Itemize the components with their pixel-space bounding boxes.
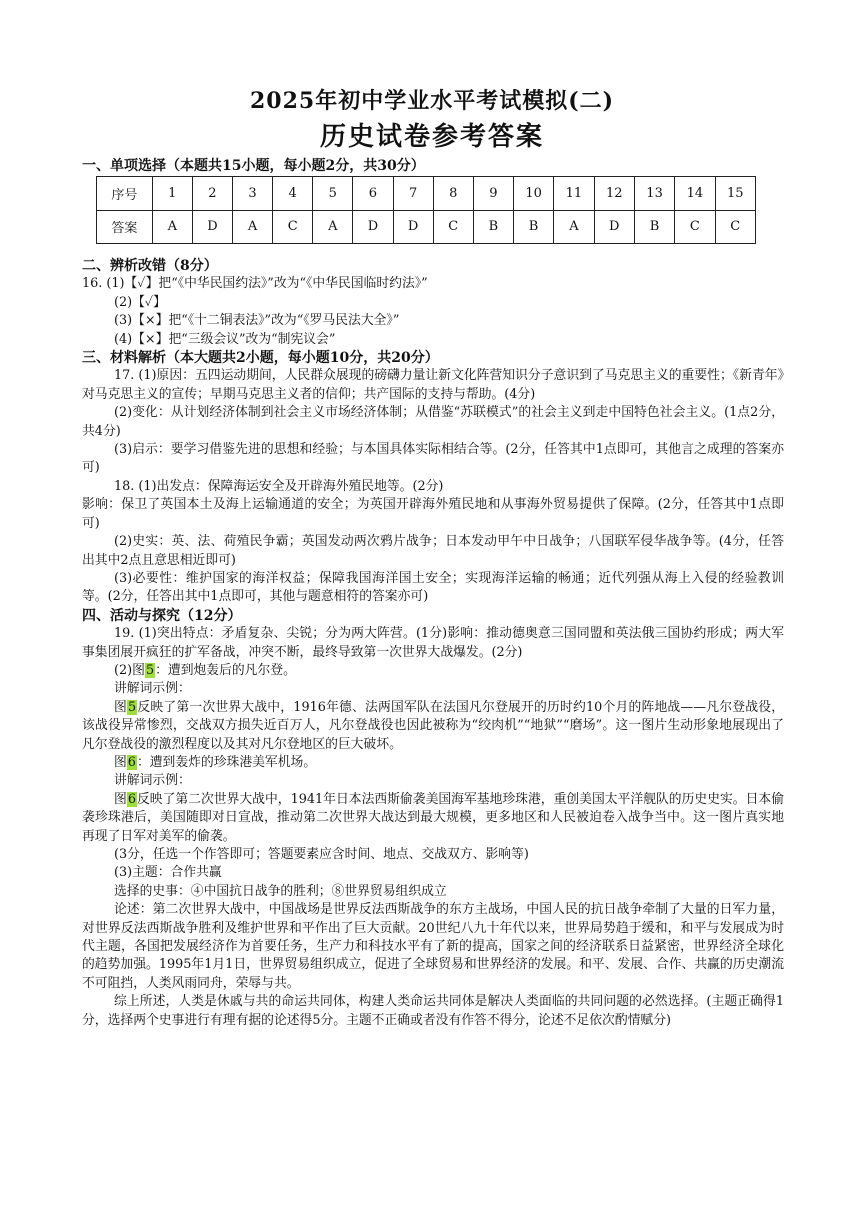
figure-prefix: 图 — [114, 699, 127, 715]
figure-prefix: (2)图 — [114, 662, 145, 678]
answer-table-number-row — [97, 177, 756, 211]
q16-line: (2)【✓】 — [114, 294, 166, 310]
answer-cell: B — [513, 210, 553, 244]
q17-part3: (3)启示：要学习借鉴先进的思想和经验；与本国具体实际相结合等。(2分，任答其中1点即可，其他言之成理的答案亦可) — [82, 442, 784, 476]
figure-caption: ：遭到轰炸的珍珠港美军机场。 — [136, 754, 317, 770]
section3-heading: 三、材料解析（本大题共2小题，每小题10分，共20分） — [82, 350, 439, 367]
q17-part2: (2)变化：从计划经济体制到社会主义市场经济体制；从借鉴“苏联模式”的社会主义到走中国特色社会主义。(1点2分，共4分) — [82, 405, 784, 439]
answer-cell: B — [634, 210, 674, 244]
q18-part1-impact: 影响：保卫了英国本土及海上运输通道的安全；为英国开辟海外殖民地和从事海外贸易提供了保障。(2分，任答其中1点即可) — [82, 497, 784, 531]
q17-part1: 17. (1)原因：五四运动期间，人民群众展现的磅礴力量让新文化阵营知识分子意识到了马克思主义的重要性；《新青年》对马克思主义的宣传；早期马克思主义者的信仰；共产国际的支持与帮助。(4分) — [82, 368, 784, 402]
speech-label: 讲解词示例： — [114, 773, 191, 789]
q19-part1: 19. (1)突出特点：矛盾复杂、尖锐；分为两大阵营。(1分)影响：推动德奥意三国同盟和英法俄三国协约形成；两大军事集团展开疯狂的扩军备战，冲突不断，最终导致第一次世界大战爆发。(2分) — [82, 626, 784, 660]
exam-title: 2025年初中学业水平考试模拟(二) — [249, 88, 615, 114]
answer-cell: D — [353, 210, 393, 244]
answer-cell: C — [675, 210, 715, 244]
figure-number-highlight: 5 — [145, 662, 155, 678]
figure-number-highlight: 6 — [127, 791, 136, 807]
q18-part1: 18. (1)出发点：保障海运安全及开辟海外殖民地等。(2分) — [114, 478, 444, 494]
question-number: 10 — [513, 177, 553, 211]
answer-row-label: 答案 — [97, 210, 153, 244]
question-number: 11 — [554, 177, 594, 211]
answer-cell: A — [152, 210, 192, 244]
figure6-caption-line — [82, 754, 784, 772]
q19-part2-figure5 — [82, 662, 784, 680]
answer-cell: D — [594, 210, 634, 244]
speech-figure6 — [82, 791, 784, 846]
question-number: 4 — [273, 177, 313, 211]
figure-number-highlight: 6 — [127, 754, 136, 770]
section2-heading: 二、辨析改错（8分） — [82, 258, 218, 274]
answer-cell: B — [473, 210, 513, 244]
speech-label: 讲解词示例： — [114, 681, 191, 697]
answer-cell: A — [554, 210, 594, 244]
question-number: 15 — [715, 177, 755, 211]
answer-cell: C — [433, 210, 473, 244]
q16-line: 16. (1)【✓】把“《中华民国约法》”改为“《中华民国临时约法》” — [82, 276, 428, 292]
section4-heading: 四、活动与探究（12分） — [82, 607, 242, 624]
figure-prefix: 图 — [114, 791, 127, 807]
q16-line: (3)【×】把“《十二铜表法》”改为“《罗马民法大全》” — [114, 313, 400, 329]
speech-figure5 — [82, 699, 784, 754]
question-number: 12 — [594, 177, 634, 211]
q18-part2: (2)史实：英、法、荷殖民争霸；英国发动两次鸦片战争；日本发动甲午中日战争；八国联军侵华战争等。(4分，任答出其中2点且意思相近即可) — [82, 534, 784, 568]
question-number: 8 — [433, 177, 473, 211]
question-number: 2 — [192, 177, 232, 211]
question-number: 1 — [152, 177, 192, 211]
answer-table-answer-row — [97, 210, 756, 244]
q19-part3: (3)主题：合作共赢 — [114, 865, 222, 881]
answer-cell: C — [715, 210, 755, 244]
figure-prefix: 图 — [114, 754, 127, 770]
question-number: 13 — [634, 177, 674, 211]
conclusion-text: 综上所述，人类是休戚与共的命运共同体，构建人类命运共同体是解决人类面临的共同问题的必然选择。(主题正确得1分，选择两个史事进行有理有据的论述得5分。主题不正确或者没有作答不得分，论述不足依次酌情赋分) — [82, 994, 784, 1028]
question-number: 5 — [313, 177, 353, 211]
answer-cell: C — [273, 210, 313, 244]
figure-caption: ：遭到炮轰后的凡尔登。 — [155, 662, 296, 678]
question-number: 7 — [393, 177, 433, 211]
number-row-label: 序号 — [97, 177, 153, 211]
question-number: 3 — [233, 177, 273, 211]
question-number: 9 — [473, 177, 513, 211]
section1-heading: 一、单项选择（本题共15小题，每小题2分，共30分） — [82, 158, 425, 174]
speech-text: 反映了第一次世界大战中，1916年德、法两国军队在法国凡尔登展开的历时约10个月的阵地战——凡尔登战役，该战役异常惨烈，交战双方损失近百万人，凡尔登战役也因此被称为“绞肉机”“地狱”“磨场”。这一图片生动形象地展现出了凡尔登战役的激烈程度以及其对凡尔登地区的巨大破坏。 — [82, 699, 784, 752]
answer-table — [96, 176, 756, 244]
answer-cell: A — [313, 210, 353, 244]
answer-cell: D — [192, 210, 232, 244]
selected-events: 选择的史事：④中国抗日战争的胜利；⑧世界贸易组织成立 — [114, 883, 447, 899]
speech-text: 反映了第二次世界大战中，1941年日本法西斯偷袭美国海军基地珍珠港，重创美国太平洋舰队的历史史实。日本偷袭珍珠港后，美国随即对日宣战，推动第二次世界大战达到最大规模，更多地区和人民被迫卷入战争当中。这一图片真实地再现了日军对美军的偷袭。 — [82, 791, 785, 844]
scoring-note: (3分，任选一个作答即可；答题要素应含时间、地点、交战双方、影响等) — [114, 847, 529, 862]
figure-number-highlight: 5 — [128, 699, 137, 715]
answer-cell: D — [393, 210, 433, 244]
question-number: 6 — [353, 177, 393, 211]
answer-key-title: 历史试卷参考答案 — [319, 122, 544, 152]
argument-text: 论述：第二次世界大战中，中国战场是世界反法西斯战争的东方主战场，中国人民的抗日战争牵制了大量的日军力量，对世界反法西斯战争胜利及维护世界和平作出了巨大贡献。20世纪八九十年代以来，世界局势趋于缓和，和平与发展成为时代主题，各国把发展经济作为首要任务，生产力和科技水平有了新的提高，国家之间的经济联系日益紧密，世界经济全球化的趋势加强。1995年1月1日，世界贸易组织成立，促进了全球贸易和世界经济的发展。和平、发展、合作、共赢的历史潮流不可阻挡，人类风雨同舟，荣辱与共。 — [82, 902, 784, 991]
q18-part3: (3)必要性：维护国家的海洋权益；保障我国海洋国土安全；实现海洋运输的畅通；近代列强从海上入侵的经验教训等。(2分，任答出其中1点即可，其他与题意相符的答案亦可) — [82, 570, 784, 605]
answer-cell: A — [233, 210, 273, 244]
answer-body — [82, 257, 784, 1030]
q16-line: (4)【×】把“三级会议”改为“制宪议会” — [114, 331, 336, 347]
question-number: 14 — [675, 177, 715, 211]
